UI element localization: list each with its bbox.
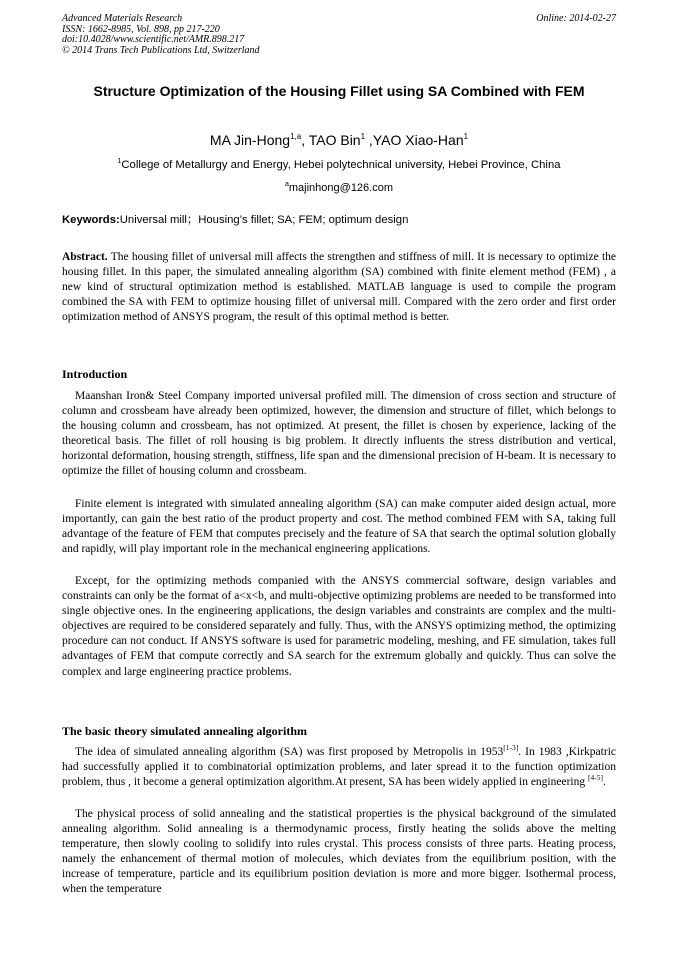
intro-paragraph-2: Finite element is integrated with simulated annealing algorithm (SA) can make computer aided design actual, more importantly, can gain the best ratio of the product property and cost. The method combined FEM with SA, taking full advantage of the feature of FEM that computes precisely and the feature of SA that search the optimal solution globally and rapidly, will play important role in the mechanical engineering applications. [62,498,616,556]
author-name: MA Jin-Hong [209,132,291,148]
intro-paragraph-1: Maanshan Iron& Steel Company imported universal profiled mill. The dimension of cross section and structure of column and crossbeam have already been optimized, however, the dimension and structure of fillet, which belongs to the housing column and crossbeam, has not optimized. At present, the fillet is chosen by experience, lacking of the theoretical basis. The fillet of roll housing is big problem. It directly influents the stress distribution and vertical, horizontal deformation, housing strength, stiffness, life span and the dimensional precision of H-beam. It is necessary to optimize the fillet of housing column and crossbeam. [62,390,616,478]
paper-title: Structure Optimization of the Housing Fillet using SA Combined with FEM [93,83,585,99]
affiliation-text: College of Metallurgy and Energy, Hebei polytechnical university, Hebei Province, China [121,159,561,171]
doi-line: doi:10.4028/www.scientific.net/AMR.898.217 [62,34,245,45]
email-text: majinhong@126.com [288,182,394,194]
affiliation-mark: 1 [117,158,122,165]
author-list [62,128,616,149]
keywords [62,213,616,227]
issn-line: ISSN: 1662-8985, Vol. 898, pp 217-220 [62,23,220,35]
keywords-text: Universal mill；Housing’s fillet; SA; FEM; optimum design [119,214,409,226]
theory-paragraph-2: The physical process of solid annealing and the statistical properties is the physical background of the simulated annealing algorithm. Solid annealing is a thermodynamic process, firstly heating the solids above the melting temperature, then slowly cooling to solidify into rules crystal. This process consists of three parts. Heating process, namely the enhancement of thermal motion of molecules, which deviates from the equilibrium position, with the increase of temperature, particle and its equilibrium position deviation is more and more bigger. Isothermal process, when the temperature [62,808,616,896]
online-date: Online: 2014-02-27 [536,13,616,24]
keywords-label: Keywords: [62,214,120,226]
copyright-line: © 2014 Trans Tech Publications Ltd, Switzerland [62,44,260,56]
citation-ref: [1-3] [503,743,519,752]
abstract-label: Abstract. [62,251,108,263]
author-name: ,YAO Xiao-Han [365,132,464,148]
journal-header [62,14,616,56]
email-mark: a [284,181,289,188]
abstract-text: The housing fillet of universal mill affects the strengthen and stiffness of mill. It is necessary to optimize the housing fillet. In this paper, the simulated annealing algorithm (SA) combined with finite element method (FEM) , a new kind of structural optimization method is established. MATLAB language is used to compile the program combined the SA with FEM to optimize housing fillet of universal mill. Compared with the zero order and first order optimization method of ANSYS program, the result of this optimal method is better. [62,251,616,324]
author-name: , TAO Bin [301,132,361,148]
section-heading-introduction: Introduction [62,367,128,381]
author-affiliation-mark: 1,a [290,132,302,141]
theory-text: The idea of simulated annealing algorithm (SA) was first proposed by Metropolis in 1953 [75,746,504,758]
author-affiliation-mark: 1 [360,132,366,141]
citation-ref: [4-5] [588,773,603,783]
abstract-paragraph [62,250,616,325]
theory-text: . [603,776,606,789]
theory-text: . In 1983 ,Kirkpatric had successfully applied it to combinatorial optimization problems, and later spread it to the function optimization problem, thus , it become a general optimization algorithm.At present, SA has been widely applied in engineering [62,746,616,789]
journal-name: Advanced Materials Research [62,13,183,24]
author-affiliation-mark: 1 [463,132,469,141]
theory-paragraph-1 [62,745,616,790]
affiliation [62,155,616,172]
intro-paragraph-3: Except, for the optimizing methods companied with the ANSYS commercial software, design variables and constraints can only be the format of a<x<b, and multi-objective optimizing problems are needed to be transformed into single objective ones. In the engineering applications, the design variables and constraints are complex and the multi-objectives are required to be considered separately and fully. Thus, with the ANSYS optimizing method, the optimizing procedure can not conduct. If ANSYS software is used for parametric modeling, meshing, and FE simulation, takes full advantages of FEM that compute correctly and SA search for the extremum globally and quickly. Thus can solve the complex and large engineering practice problems. [62,575,616,678]
section-heading-basic-theory: The basic theory simulated annealing algorithm [62,724,308,738]
author-email [62,178,616,195]
